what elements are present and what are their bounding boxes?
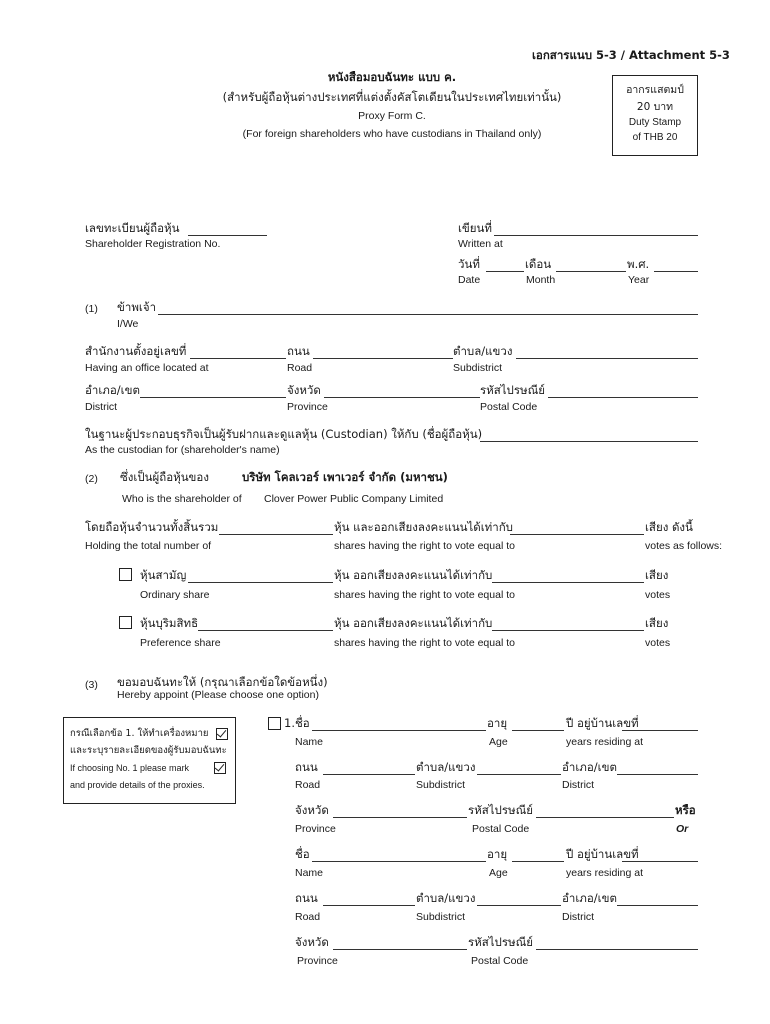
ordinary-share-checkbox[interactable] [119, 568, 132, 581]
proxy1-postal-label-th: รหัสไปรษณีย์ [468, 803, 534, 817]
proxy2-age-field[interactable] [512, 861, 564, 862]
proxy1-district-label-en: District [562, 779, 595, 791]
proxy1-residing-label-th: ปี อยู่บ้านเลขที่ [566, 716, 639, 730]
total-shares-field[interactable] [219, 534, 333, 535]
preference-shares-field[interactable] [198, 630, 333, 631]
subdistrict-label-en: Subdistrict [453, 362, 503, 374]
proxy2-district-label-th: อำเภอ/เขต [562, 891, 617, 905]
ordinary-votes-unit-en: votes [645, 589, 671, 601]
month-field[interactable] [556, 271, 626, 272]
proxy1-district-field[interactable] [617, 774, 698, 775]
proxy2-subdistrict-label-en: Subdistrict [416, 911, 466, 923]
total-shares-label-en: Holding the total number of [85, 540, 212, 552]
proxy1-age-label-en: Age [489, 736, 508, 748]
road-label-th: ถนน [287, 344, 310, 358]
office-field[interactable] [190, 358, 286, 359]
instruction-note-box [63, 717, 236, 804]
proxy2-name-field[interactable] [312, 861, 486, 862]
proxy2-province-field[interactable] [333, 949, 467, 950]
office-label-th: สำนักงานตั้งอยู่เลขที่ [85, 344, 187, 358]
stamp-line-1: อากรแสตมป์ [626, 84, 684, 96]
ordinary-votes-unit-th: เสียง [645, 568, 669, 582]
form-subtitle-en: (For foreign shareholders who have custodians in Thailand only) [242, 128, 542, 140]
section-2-number: (2) [85, 473, 98, 485]
proxy2-postal-label-en: Postal Code [471, 955, 529, 967]
road-field[interactable] [313, 358, 453, 359]
proxy2-age-label-en: Age [489, 867, 508, 879]
proxy2-name-label-en: Name [295, 867, 324, 879]
reg-no-label-en: Shareholder Registration No. [85, 238, 221, 250]
custodian-label-th: ในฐานะผู้ประกอบธุรกิจเป็นผู้รับฝากและดูแลหุ้น (Custodian) ให้กับ (ชื่อผู้ถือหุ้น) [85, 427, 483, 441]
preference-share-label-en: Preference share [140, 637, 221, 649]
proxy2-age-label-th: อายุ [487, 847, 508, 861]
year-label-th: พ.ศ. [627, 257, 650, 271]
proxy2-district-field[interactable] [617, 905, 698, 906]
section-3-number: (3) [85, 679, 98, 691]
date-label-en: Date [458, 274, 481, 286]
shares-vote-label-th: หุ้น และออกเสียงลงคะแนนได้เท่ากับ [334, 520, 513, 534]
we-field[interactable] [158, 314, 698, 315]
preference-vote-label-en: shares having the right to vote equal to [334, 637, 515, 649]
proxy1-province-label-th: จังหวัด [295, 803, 329, 817]
proxy1-name-label-en: Name [295, 736, 324, 748]
stamp-line-3: Duty Stamp [628, 117, 682, 128]
company-name-th: บริษัท โคลเวอร์ เพาเวอร์ จำกัด (มหาชน) [242, 470, 448, 484]
proxy2-province-label-en: Province [297, 955, 338, 967]
we-label-th: ข้าพเจ้า [117, 300, 157, 314]
date-label-th: วันที่ [458, 257, 480, 271]
proxy1-name-label-th: 1.ชื่อ [284, 716, 310, 730]
office-label-en: Having an office located at [85, 362, 209, 374]
shareholder-of-en: Who is the shareholder of [122, 493, 242, 505]
preference-votes-unit-en: votes [645, 637, 671, 649]
province-label-en: Province [287, 401, 328, 413]
proxy2-subdistrict-label-th: ตำบล/แขวง [416, 891, 476, 905]
shareholder-name-field[interactable] [480, 441, 698, 442]
proxy1-road-label-en: Road [295, 779, 321, 791]
note-line-2-th: และระบุรายละเอียดของผู้รับมอบฉันทะ [70, 745, 227, 756]
shareholder-of-th: ซึ่งเป็นผู้ถือหุ้นของ [120, 470, 209, 484]
preference-votes-field[interactable] [492, 630, 644, 631]
preference-votes-unit-th: เสียง [645, 616, 669, 630]
appoint-label-th: ขอมอบฉันทะให้ (กรุณาเลือกข้อใดข้อหนึ่ง) [117, 675, 328, 689]
proxy2-road-field[interactable] [323, 905, 415, 906]
preference-share-checkbox[interactable] [119, 616, 132, 629]
shares-vote-label-en: shares having the right to vote equal to [334, 540, 515, 552]
stamp-line-4: of THB 20 [632, 132, 678, 143]
ordinary-votes-field[interactable] [492, 582, 644, 583]
road-label-en: Road [287, 362, 313, 374]
form-subtitle-th: (สำหรับผู้ถือหุ้นต่างประเทศที่แต่งตั้งคัสโตเดียนในประเทศไทยเท่านั้น) [222, 90, 562, 104]
company-name-en: Clover Power Public Company Limited [264, 493, 444, 505]
attachment-label: เอกสารแนบ 5-3 / Attachment 5-3 [532, 48, 730, 62]
proxy2-subdistrict-field[interactable] [477, 905, 561, 906]
year-label-en: Year [628, 274, 650, 286]
or-label-en: Or [676, 823, 689, 835]
proxy2-residing-label-th: ปี อยู่บ้านเลขที่ [566, 847, 639, 861]
proxy1-age-field[interactable] [512, 730, 564, 731]
proxy1-district-label-th: อำเภอ/เขต [562, 760, 617, 774]
district-label-en: District [85, 401, 118, 413]
we-label-en: I/We [117, 318, 139, 330]
proxy2-postal-field[interactable] [536, 949, 698, 950]
checkmark-icon [216, 728, 228, 740]
year-field[interactable] [654, 271, 698, 272]
month-label-en: Month [526, 274, 556, 286]
ordinary-shares-field[interactable] [188, 582, 333, 583]
form-title-en: Proxy Form C. [358, 110, 426, 122]
reg-no-label-th: เลขทะเบียนผู้ถือหุ้น [85, 221, 180, 235]
ordinary-vote-label-th: หุ้น ออกเสียงลงคะแนนได้เท่ากับ [334, 568, 493, 582]
note-line-1-th: กรณีเลือกข้อ 1. ให้ทำเครื่องหมาย [70, 728, 209, 739]
province-label-th: จังหวัด [287, 383, 321, 397]
subdistrict-label-th: ตำบล/แขวง [453, 344, 513, 358]
postal-label-th: รหัสไปรษณีย์ [480, 383, 546, 397]
proxy2-road-label-th: ถนน [295, 891, 318, 905]
proxy2-province-label-th: จังหวัด [295, 935, 329, 949]
district-field[interactable] [140, 397, 286, 398]
proxy2-district-label-en: District [562, 911, 595, 923]
written-at-label-en: Written at [458, 238, 503, 250]
reg-no-field[interactable] [188, 235, 267, 236]
proxy1-province-label-en: Province [295, 823, 336, 835]
month-label-th: เดือน [525, 257, 552, 271]
proxy1-subdistrict-label-th: ตำบล/แขวง [416, 760, 476, 774]
proxy2-residing-label-en: years residing at [566, 867, 644, 879]
custodian-label-en: As the custodian for (shareholder's name) [85, 444, 280, 456]
proxy2-house-no-field[interactable] [622, 861, 698, 862]
proxy1-postal-label-en: Postal Code [472, 823, 530, 835]
province-field[interactable] [324, 397, 480, 398]
proxy1-house-no-field[interactable] [622, 730, 698, 731]
proxy1-subdistrict-label-en: Subdistrict [416, 779, 466, 791]
proxy-option-1-checkbox[interactable] [268, 717, 281, 730]
stamp-line-2: 20 บาท [636, 101, 674, 113]
proxy1-road-label-th: ถนน [295, 760, 318, 774]
proxy1-residing-label-en: years residing at [566, 736, 644, 748]
note-line-1-en: If choosing No. 1 please mark [70, 763, 190, 773]
subdistrict-field[interactable] [516, 358, 698, 359]
proxy1-postal-field[interactable] [536, 817, 674, 818]
proxy1-road-field[interactable] [323, 774, 415, 775]
duty-stamp-box [612, 75, 698, 156]
written-at-field[interactable] [494, 235, 698, 236]
note-line-2-en: and provide details of the proxies. [70, 780, 205, 790]
proxy1-subdistrict-field[interactable] [477, 774, 561, 775]
appoint-label-en: Hereby appoint (Please choose one option) [117, 689, 319, 701]
preference-vote-label-th: หุ้น ออกเสียงลงคะแนนได้เท่ากับ [334, 616, 493, 630]
proxy2-postal-label-th: รหัสไปรษณีย์ [468, 935, 534, 949]
ordinary-vote-label-en: shares having the right to vote equal to [334, 589, 515, 601]
proxy1-name-field[interactable] [312, 730, 486, 731]
or-label-th: หรือ [675, 803, 696, 817]
proxy1-province-field[interactable] [333, 817, 467, 818]
ordinary-share-label-th: หุ้นสามัญ [140, 568, 187, 582]
proxy2-road-label-en: Road [295, 911, 321, 923]
votes-follow-label-en: votes as follows: [645, 540, 723, 552]
section-1-number: (1) [85, 303, 98, 315]
total-votes-field[interactable] [510, 534, 644, 535]
postal-field[interactable] [548, 397, 698, 398]
proxy1-age-label-th: อายุ [487, 716, 508, 730]
form-title-th: หนังสือมอบฉันทะ แบบ ค. [327, 70, 457, 84]
district-label-th: อำเภอ/เขต [85, 383, 140, 397]
postal-label-en: Postal Code [480, 401, 538, 413]
written-at-label-th: เขียนที่ [458, 221, 492, 235]
ordinary-share-label-en: Ordinary share [140, 589, 210, 601]
proxy2-name-label-th: ชื่อ [295, 847, 310, 861]
date-field[interactable] [486, 271, 524, 272]
preference-share-label-th: หุ้นบุริมสิทธิ [140, 616, 199, 630]
votes-follow-label-th: เสียง ดังนี้ [645, 520, 693, 534]
total-shares-label-th: โดยถือหุ้นจำนวนทั้งสิ้นรวม [85, 520, 219, 534]
checkmark-icon [214, 762, 226, 774]
